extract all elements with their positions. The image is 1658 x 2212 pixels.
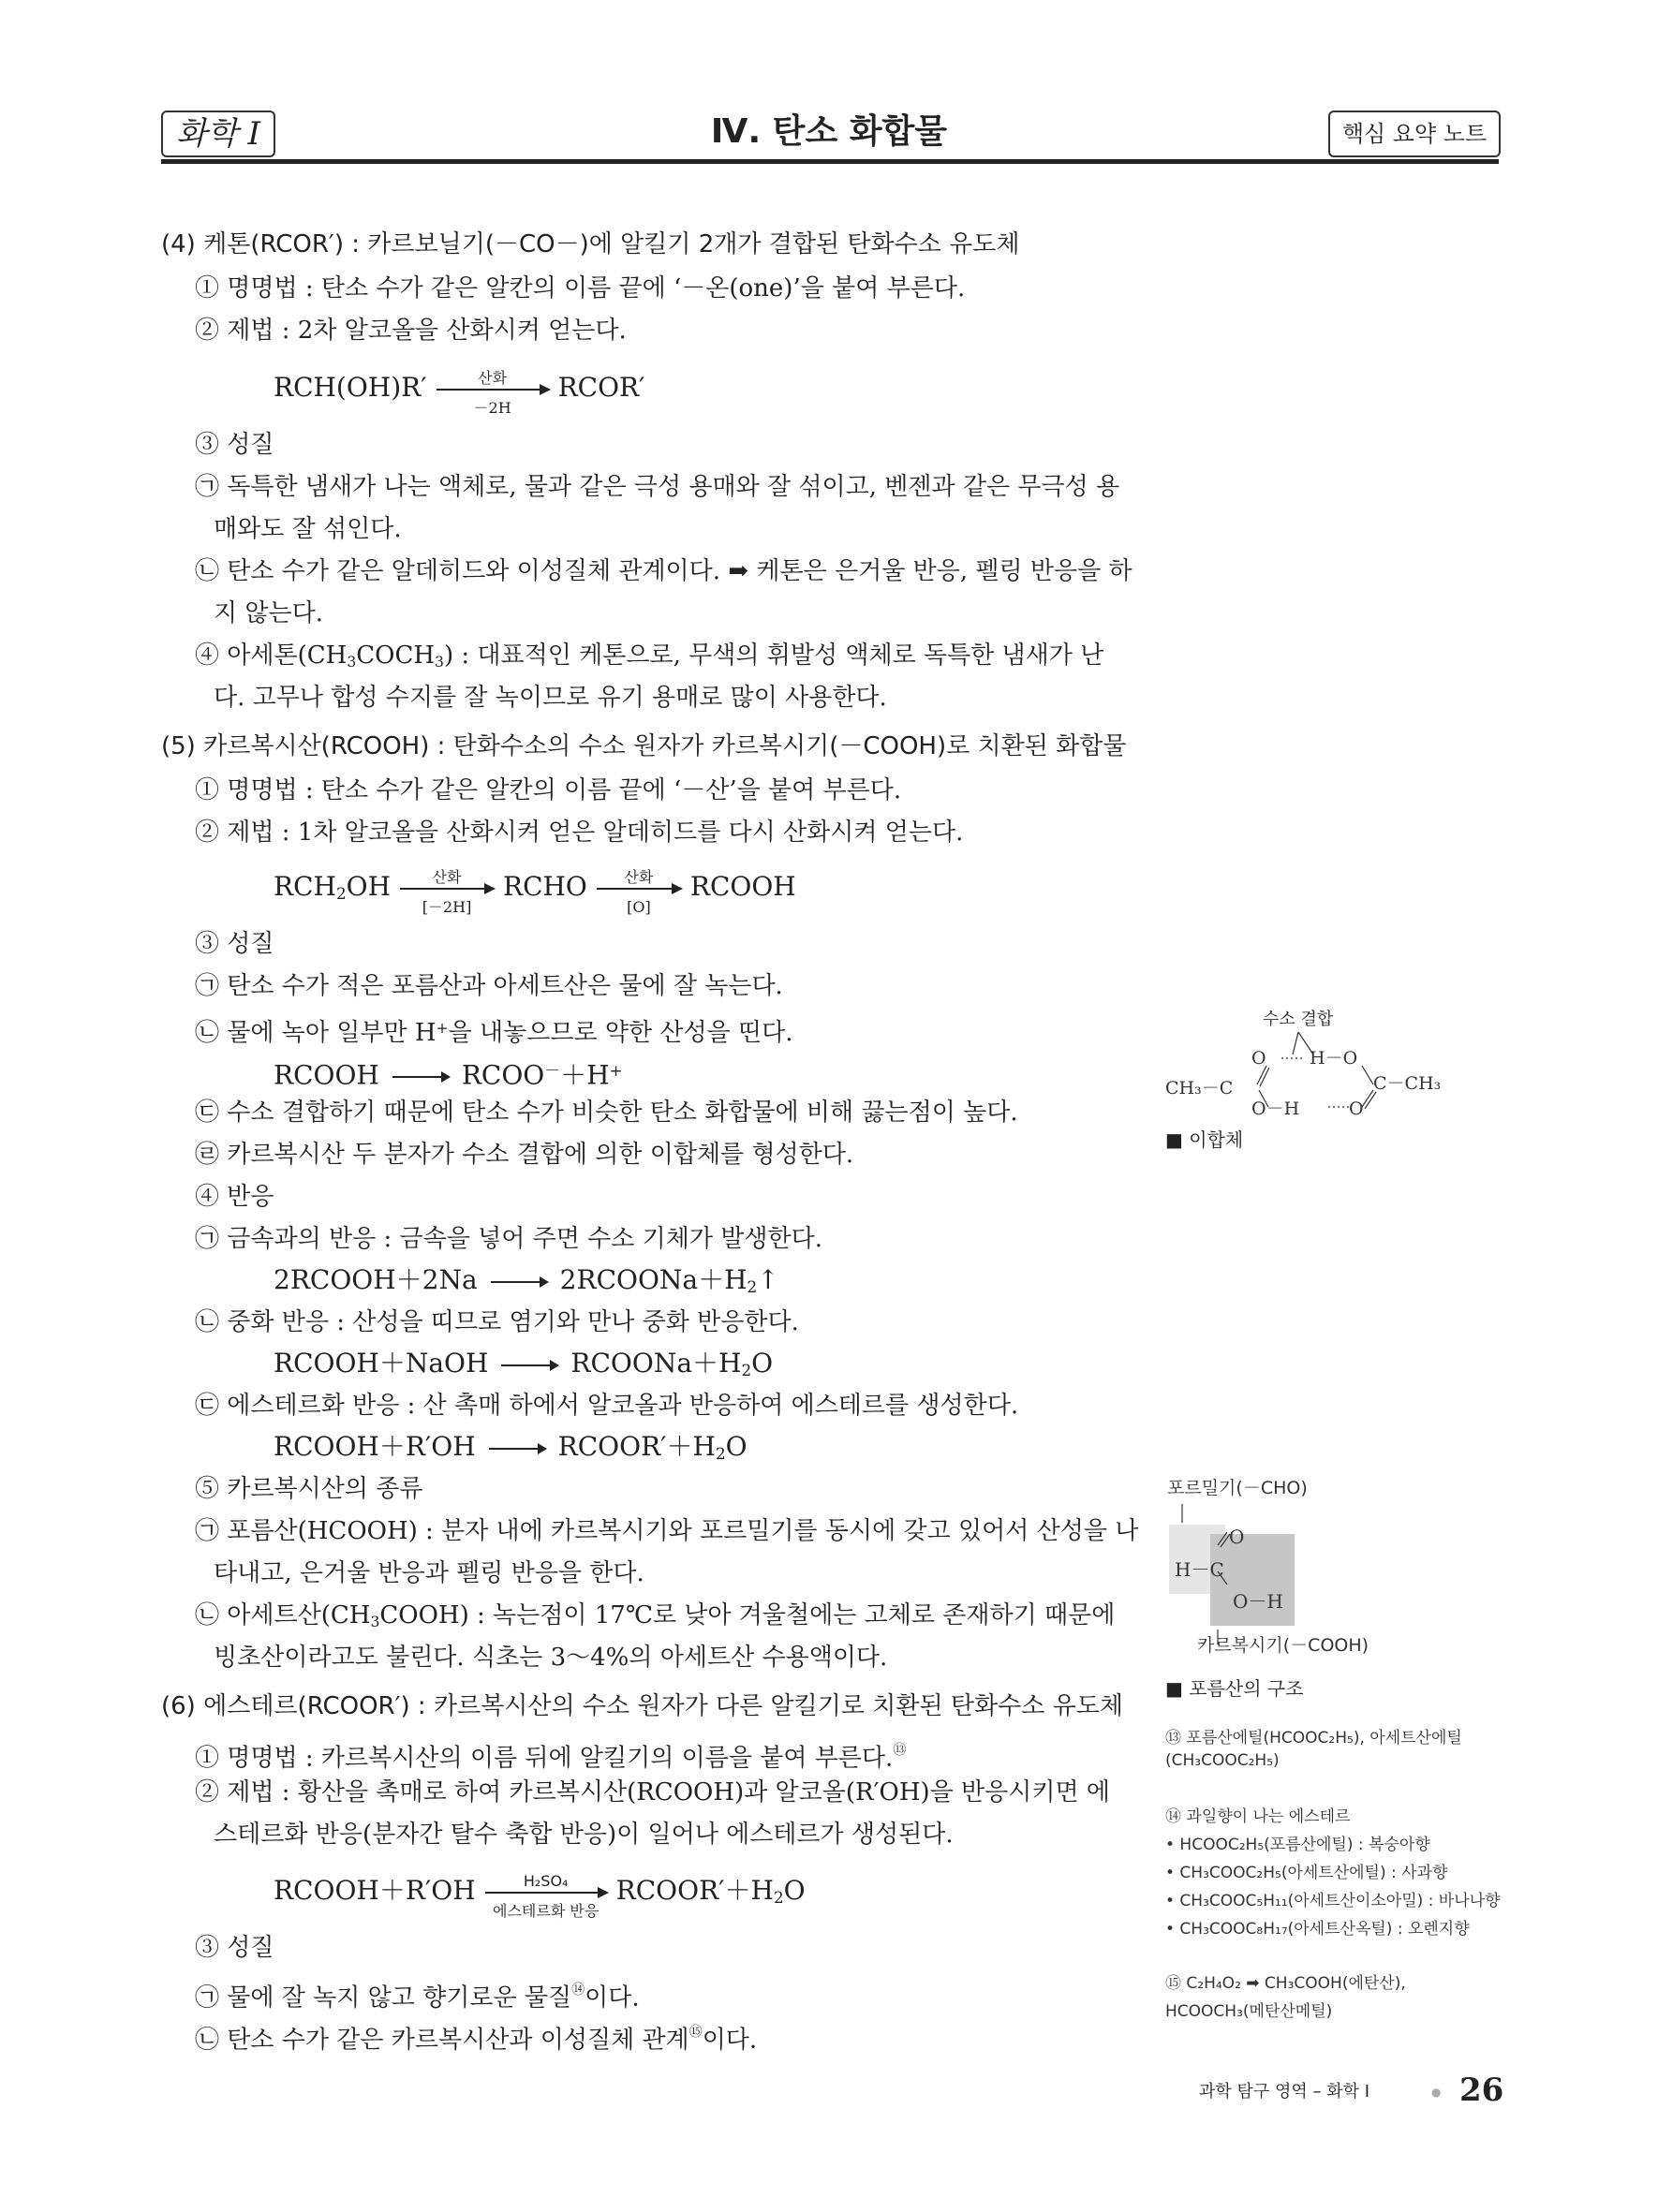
s4-prop-a1: ㉠ 독특한 냄새가 나는 액체로, 물과 같은 극성 용매와 잘 섞이고, 벤젠과 같은 무극성 용 [195, 473, 1120, 501]
text: RCOOH [689, 871, 796, 902]
note-14-1: • HCOOC₂H₅(포름산에틸) : 복숭아향 [1165, 1836, 1430, 1854]
dimer-h1: H－O [1310, 1048, 1358, 1069]
text: RCOOH＋R′OH [274, 1431, 476, 1462]
text: ㉠ 물에 잘 녹지 않고 향기로운 물질 [195, 1983, 572, 2013]
footer-text: 과학 탐구 영역 – 화학 Ⅰ [1199, 2082, 1370, 2101]
formic-oh: O－H [1233, 1590, 1283, 1613]
s6-equation [274, 1871, 806, 1920]
text: O [783, 1875, 806, 1906]
carboxyl-label: 카르복시기(－COOH) [1197, 1635, 1369, 1656]
s5-item-1: ① 명명법 : 탄소 수가 같은 알칸의 이름 끝에 ‘－산’을 붙여 부른다. [195, 776, 902, 804]
text: 을 내놓으므로 약한 산성을 띤다. [448, 1018, 793, 1047]
dimer-o2: O－H [1251, 1099, 1300, 1119]
page-number: 26 [1459, 2072, 1504, 2109]
note-13a: ⑬ 포름산에틸(HCOOC₂H₅), 아세트산에틸 [1165, 1729, 1462, 1747]
subscript: 2 [741, 1361, 752, 1380]
reaction-arrow [491, 1281, 547, 1283]
text: 2RCOOH＋2Na [274, 1264, 478, 1295]
note-15b: HCOOCH₃(메탄산메틸) [1165, 2002, 1333, 2021]
subscript: 3 [435, 653, 444, 671]
s5-ionization-eq [274, 1054, 623, 1091]
subject-label: 화학 Ⅰ [161, 111, 275, 157]
text: O [751, 1348, 774, 1379]
chapter-title: Ⅳ. 탄소 화합물 [710, 112, 948, 151]
formic-caption: ■ 포름산의 구조 [1165, 1677, 1304, 1700]
note-14: ⑭ 과일향이 나는 에스테르 [1165, 1807, 1351, 1826]
reaction-arrow [400, 867, 494, 916]
text: OH [346, 871, 391, 902]
text: ＋H [560, 1059, 610, 1091]
text: RCOOH [274, 1059, 379, 1091]
dimer-left: CH₃－C [1165, 1078, 1234, 1099]
superscript: + [609, 1061, 623, 1080]
footnote-marker: ⑬ [893, 1743, 907, 1758]
s5-reaction-1: ㉠ 금속과의 반응 : 금속을 넣어 주면 수소 기체가 발생한다. [195, 1225, 822, 1253]
s4-item-1: ① 명명법 : 탄소 수가 같은 알칸의 이름 끝에 ‘－온(one)’을 붙여 부른다. [195, 274, 966, 302]
s4-prop-b1: ㉡ 탄소 수가 같은 알데히드와 이성질체 관계이다. ➡ 케톤은 은거울 반응, 펠링 반응을 하 [195, 557, 1132, 585]
arrow-bottom: －2H [473, 398, 511, 417]
s4-prop-a2: 매와도 잘 섞인다. [214, 515, 402, 543]
text: 이다. [585, 1983, 640, 2013]
subscript: 3 [347, 653, 357, 671]
text: RCH [274, 871, 336, 902]
dimer-o3: O [1349, 1099, 1364, 1119]
arrow-top: 산화 [432, 867, 462, 886]
text: RCHO [503, 871, 587, 902]
superscript: － [544, 1061, 561, 1080]
text: COCH [356, 641, 436, 670]
formyl-label: 포르밀기(－CHO) [1167, 1478, 1308, 1498]
text: 2RCOONa＋H [559, 1264, 748, 1295]
text: ↑ [757, 1264, 779, 1295]
arrow-bottom: [O] [627, 897, 651, 916]
note-14-3: • CH₃COOC₅H₁₁(아세트산이소아밀) : 바나나향 [1165, 1892, 1501, 1910]
text: RCOOR′＋H [557, 1431, 716, 1462]
text: ① 명명법 : 카르복시산의 이름 뒤에 알킬기의 이름을 붙여 부른다. [195, 1744, 894, 1773]
s4-item-4b: 다. 고무나 합성 수지를 잘 녹이므로 유기 용매로 많이 사용한다. [214, 684, 887, 712]
eq-right: RCOR′ [557, 372, 645, 403]
s5-reaction-3-eq [274, 1431, 748, 1469]
superscript: + [436, 1020, 449, 1037]
arrow-top: H₂SO₄ [523, 1871, 569, 1890]
s5-acetic-2: 빙초산이라고도 불린다. 식초는 3～4%의 아세트산 수용액이다. [214, 1644, 888, 1672]
text: ④ 아세톤(CH [195, 641, 348, 670]
text: ㉡ 물에 녹아 일부만 H [195, 1018, 437, 1047]
s5-item-4: ④ 반응 [195, 1183, 274, 1211]
s4-prop-b2: 지 않는다. [214, 599, 323, 627]
s5-reaction-1-eq [274, 1264, 779, 1303]
text: ) : 대표적인 케톤으로, 무색의 휘발성 액체로 독특한 냄새가 난 [443, 641, 1104, 670]
s4-item-3: ③ 성질 [195, 431, 274, 459]
formic-hc: H－C [1175, 1558, 1224, 1581]
s5-item-3: ③ 성질 [195, 930, 274, 958]
text: RCOOH＋R′OH [274, 1875, 476, 1906]
eq-left: RCH(OH)R′ [274, 372, 427, 403]
s6-item-2b: 스테르화 반응(분자간 탈수 축합 반응)이 일어나 에스테르가 생성된다. [214, 1821, 954, 1849]
arrow-bottom: [－2H] [422, 897, 472, 916]
note-14-4: • CH₃COOC₈H₁₇(아세트산옥틸) : 오렌지향 [1165, 1920, 1470, 1939]
text: RCOOH＋NaOH [274, 1348, 489, 1379]
text: RCOO [461, 1059, 545, 1091]
note-15a: ⑮ C₂H₄O₂ ➡ CH₃COOH(에탄산), [1165, 1974, 1406, 1993]
s4-item-4a [195, 640, 1103, 678]
footer-dot: ● [1431, 2086, 1442, 2099]
text: 이다. [702, 2026, 758, 2055]
reaction-arrow [437, 368, 549, 417]
subscript: 2 [773, 1888, 784, 1908]
s5-item-2: ② 제법 : 1차 알코올을 산화시켜 얻은 알데히드를 다시 산화시켜 얻는다. [195, 818, 964, 847]
s5-equation [274, 867, 796, 916]
formic-o: O [1229, 1526, 1245, 1548]
s5-reaction-2: ㉡ 중화 반응 : 산성을 띠므로 염기와 만나 중화 반응한다. [195, 1308, 799, 1336]
s5-reaction-2-eq [274, 1348, 773, 1386]
s4-equation [274, 368, 645, 417]
subscript: 2 [747, 1277, 758, 1297]
text: ㉡ 탄소 수가 같은 카르복시산과 이성질체 관계 [195, 2026, 689, 2055]
reaction-arrow [392, 1076, 449, 1078]
dimer-o1: O [1251, 1048, 1266, 1069]
note-label: 핵심 요약 노트 [1328, 111, 1501, 157]
s5-prop-a: ㉠ 탄소 수가 적은 포름산과 아세트산은 물에 잘 녹는다. [195, 972, 783, 1000]
section-4-heading: (4) 케톤(RCOR′) : 카르보닐기(－CO－)에 알킬기 2개가 결합된 탄화수소 유도체 [161, 230, 1020, 258]
section-5-heading: (5) 카르복시산(RCOOH) : 탄화수소의 수소 원자가 카르복시기(－COOH)로 치환된 화합물 [161, 732, 1127, 760]
s5-item-5: ⑤ 카르복시산의 종류 [195, 1475, 423, 1503]
s6-item-1 [195, 1734, 906, 1775]
s6-item-2a: ② 제법 : 황산을 촉매로 하여 카르복시산(RCOOH)과 알코올(R′OH)을 반응시키면 에 [195, 1778, 1110, 1806]
reaction-arrow [501, 1364, 557, 1366]
s6-item-3: ③ 성질 [195, 1934, 274, 1962]
header-rule [161, 159, 1499, 164]
s5-prop-b [195, 1012, 792, 1049]
text: RCOONa＋H [570, 1348, 742, 1379]
s6-prop-a [195, 1974, 640, 2014]
note-13b: (CH₃COOC₂H₅) [1165, 1751, 1280, 1770]
footnote-marker: ⑭ [571, 1983, 585, 1998]
text: O [725, 1431, 748, 1462]
arrow-top: 산화 [624, 867, 654, 886]
note-14-2: • CH₃COOC₂H₅(아세트산에틸) : 사과향 [1165, 1864, 1448, 1882]
s5-prop-d: ㉣ 카르복시산 두 분자가 수소 결합에 의한 이합체를 형성한다. [195, 1141, 854, 1169]
s4-item-2: ② 제법 : 2차 알코올을 산화시켜 얻는다. [195, 317, 627, 345]
s5-reaction-3: ㉢ 에스테르화 반응 : 산 촉매 하에서 알코올과 반응하여 에스테르를 생성한다. [195, 1392, 1019, 1420]
text: ㉡ 아세트산(CH [195, 1601, 371, 1630]
arrow-bottom: 에스테르화 반응 [493, 1901, 600, 1920]
text: COOH) : 녹는점이 17℃로 낮아 겨울철에는 고체로 존재하기 때문에 [379, 1601, 1116, 1630]
reaction-arrow [489, 1448, 545, 1450]
s5-formic-2: 타내고, 은거울 반응과 펠링 반응을 한다. [214, 1559, 644, 1587]
s6-prop-b [195, 2016, 757, 2057]
s5-prop-c: ㉢ 수소 결합하기 때문에 탄소 수가 비슷한 탄소 화합물에 비해 끓는점이 높다. [195, 1099, 1018, 1127]
text: RCOOR′＋H [615, 1875, 774, 1906]
dimer-right: C－CH₃ [1373, 1073, 1442, 1094]
subscript: 2 [715, 1444, 726, 1464]
subscript: 3 [370, 1613, 380, 1630]
s5-acetic-1 [195, 1600, 1115, 1638]
hbond-label: 수소 결합 [1263, 1010, 1334, 1029]
arrow-top: 산화 [478, 368, 508, 387]
subscript: 2 [335, 884, 347, 904]
section-6-heading: (6) 에스테르(RCOOR′) : 카르복시산의 수소 원자가 다른 알킬기로 치환된 탄화수소 유도체 [161, 1692, 1123, 1720]
footnote-marker: ⑮ [688, 2025, 703, 2040]
dimer-caption: ■ 이합체 [1165, 1128, 1244, 1151]
reaction-arrow [597, 867, 681, 916]
s5-formic-1: ㉠ 포름산(HCOOH) : 분자 내에 카르복시기와 포르밀기를 동시에 갖고 있어서 산성을 나 [195, 1517, 1139, 1545]
reaction-arrow [485, 1871, 607, 1920]
